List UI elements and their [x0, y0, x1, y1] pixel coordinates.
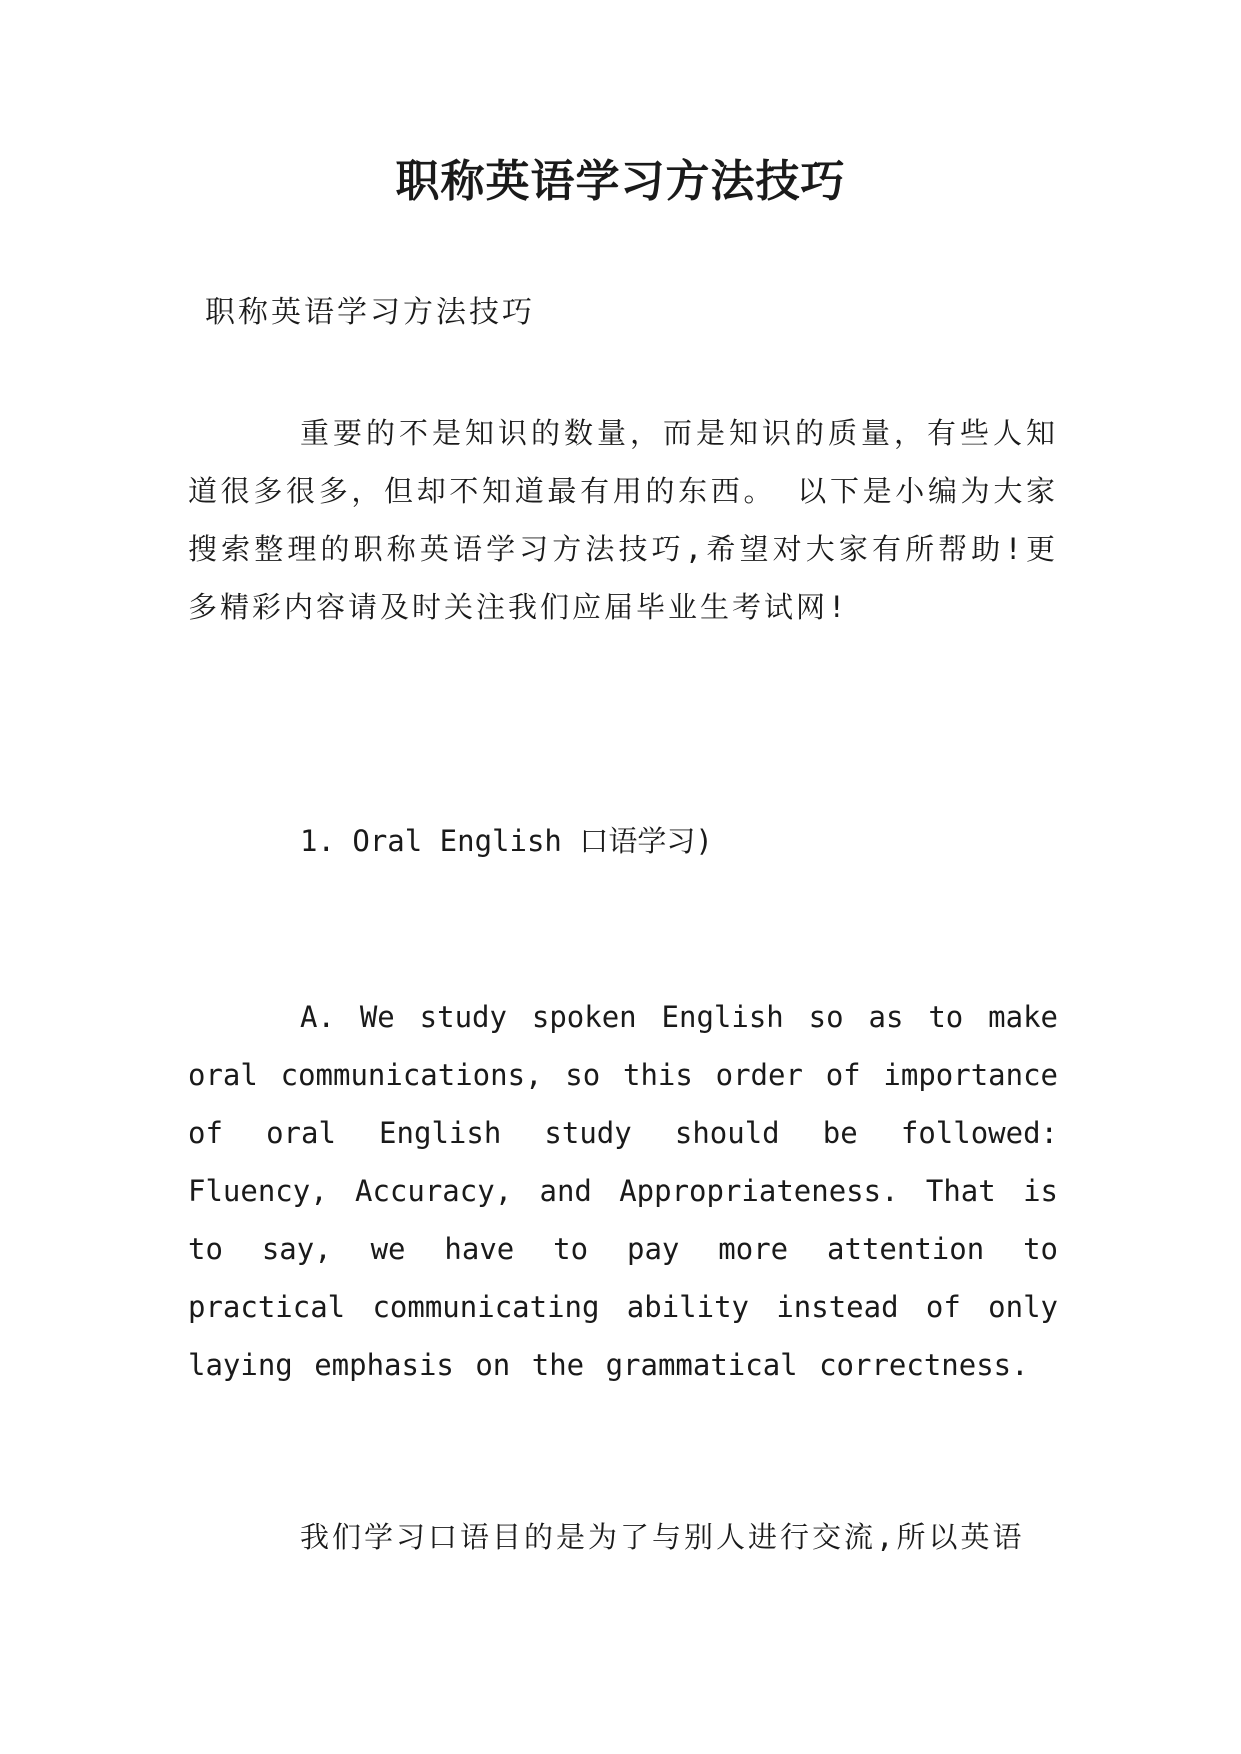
- paragraph-chinese: 我们学习口语目的是为了与别人进行交流,所以英语: [300, 1520, 1025, 1554]
- document-subtitle: 职称英语学习方法技巧: [205, 295, 535, 330]
- paragraph-a: A. We study spoken English so as to make oral communications, so this order of importance of oral English study should be followed: Fluency, Accuracy, and Appropriateness. That is to say, we have to pay more attention to practical communicating ability instead of only laying emphasis on the grammatical correctness.: [188, 1000, 1058, 1382]
- section-heading: 1. Oral English 口语学习): [300, 824, 713, 858]
- document-title: 职称英语学习方法技巧: [395, 156, 846, 207]
- intro-paragraph: 重要的不是知识的数量，而是知识的质量，有些人知道很多很多，但却不知道最有用的东西。 以下是小编为大家搜索整理的职称英语学习方法技巧,希望对大家有所帮助!更多精彩内容请及时关注我们应届毕业生考试网!: [188, 416, 1058, 624]
